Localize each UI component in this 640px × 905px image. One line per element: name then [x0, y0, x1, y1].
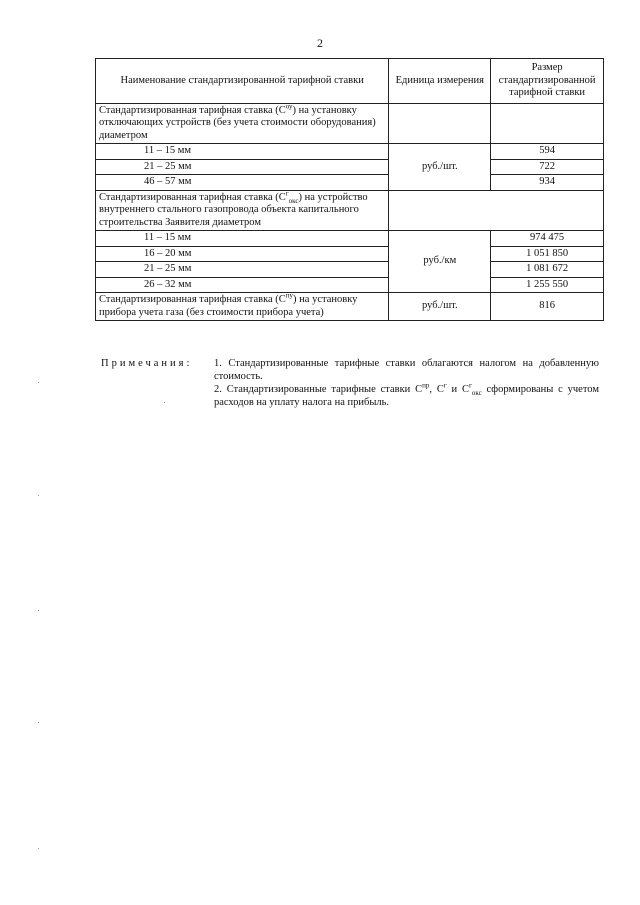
note-2: 2. Стандартизированные тарифные ставки $С^{пр}$, $С^г$ и $С^г_{окс}$ сформированы с учетом расходов на уплату налога на прибыль.	[214, 381, 599, 408]
diameter-label: 21 – 25 мм	[96, 159, 389, 175]
scan-speck	[38, 722, 39, 723]
table-row	[96, 175, 604, 191]
value-cell: 722	[491, 159, 604, 175]
diameter-label: 46 – 57 мм	[96, 175, 389, 191]
table-row	[96, 293, 604, 321]
scan-speck	[38, 495, 39, 496]
unit-cell: руб./шт.	[389, 144, 491, 191]
value-cell: 594	[491, 144, 604, 160]
meter-title: Стандартизированная тарифная ставка $(С^{пу})$ на установку прибора учета газа (без стоимости прибора учета)	[96, 293, 389, 321]
table-header-row	[96, 59, 604, 104]
value-cell: 1 081 672	[491, 262, 604, 278]
table-row	[96, 262, 604, 278]
group-title-row	[96, 103, 604, 144]
scan-speck	[164, 402, 165, 403]
table-row	[96, 159, 604, 175]
value-cell: 1 255 550	[491, 277, 604, 293]
scan-speck	[38, 382, 39, 383]
group-title: Стандартизированная тарифная ставка $(С^г_{окс})$ на устройство внутреннего стального газопровода объекта капитального строительства Заявителя диаметром	[96, 190, 389, 231]
table-row	[96, 246, 604, 262]
diameter-label: 11 – 15 мм	[96, 144, 389, 160]
table-row	[96, 277, 604, 293]
notes-label: Примечания:	[101, 358, 193, 369]
scan-speck	[38, 848, 39, 849]
diameter-label: 26 – 32 мм	[96, 277, 389, 293]
unit-cell: руб./км	[389, 231, 491, 293]
diameter-label: 16 – 20 мм	[96, 246, 389, 262]
group-title: Стандартизированная тарифная ставка $(С^{оу})$ на установку отключающих устройств (без учета стоимости оборудования) диаметром	[96, 103, 389, 144]
value-cell: 934	[491, 175, 604, 191]
value-cell: 1 051 850	[491, 246, 604, 262]
table-row	[96, 144, 604, 160]
diameter-label: 11 – 15 мм	[96, 231, 389, 247]
page-number: 2	[317, 36, 323, 50]
note-1: 1. Стандартизированные тарифные ставки облагаются налогом на добавленную стоимость.	[214, 358, 599, 382]
unit-cell: руб./шт.	[389, 293, 491, 321]
scan-speck	[38, 610, 39, 611]
group-title-row	[96, 190, 604, 231]
header-name: Наименование стандартизированной тарифной ставки	[96, 59, 389, 104]
diameter-label: 21 – 25 мм	[96, 262, 389, 278]
header-unit: Единица измерения	[389, 59, 491, 104]
tariff-table	[95, 58, 604, 321]
value-cell: 816	[491, 293, 604, 321]
table-row	[96, 231, 604, 247]
value-cell: 974 475	[491, 231, 604, 247]
header-size: Размер стандартизированной тарифной ставки	[491, 59, 604, 104]
